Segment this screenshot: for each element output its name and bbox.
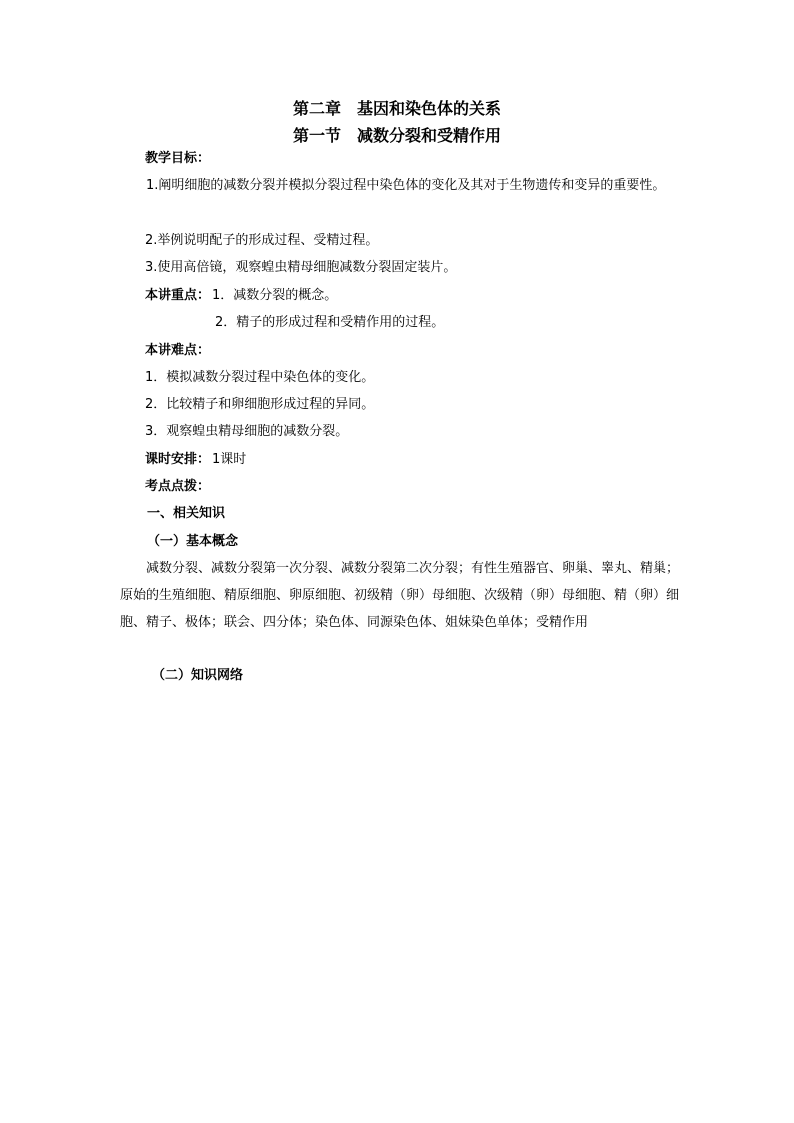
basic-concepts-heading: （一）基本概念 <box>147 534 239 549</box>
basic-concepts-text: 减数分裂、减数分裂第一次分裂、减数分裂第二次分裂；有性生殖器官、卵巢、睾丸、精巢；原始的生殖细胞、精原细胞、卵原细胞、初级精（卵）母细胞、次级精（卵）母细胞、精（卵）细胞、精子、极体；联会、四分体；染色体、同源染色体、姐妹染色单体；受精作用 <box>120 561 680 630</box>
schedule-value: 1课时 <box>212 452 247 467</box>
difficult-point-item-1: 1．模拟减数分裂过程中染色体的变化。 <box>145 370 375 385</box>
key-points-heading: 本讲重点： <box>145 288 211 303</box>
schedule-heading: 课时安排： <box>145 452 211 467</box>
key-point-item-2: 2．精子的形成过程和受精作用的过程。 <box>215 315 445 330</box>
section-title: 第一节 减数分裂和受精作用 <box>292 126 501 145</box>
difficult-points-heading: 本讲难点： <box>145 343 211 358</box>
difficult-point-item-3: 3．观察蝗虫精母细胞的减数分裂。 <box>145 424 349 439</box>
objectives-heading: 教学目标： <box>145 151 211 166</box>
objective-item-2: 2.举例说明配子的形成过程、受精过程。 <box>145 233 379 248</box>
exam-points-heading: 考点点拨： <box>145 479 211 494</box>
chapter-title: 第二章 基因和染色体的关系 <box>292 99 501 118</box>
difficult-point-item-2: 2．比较精子和卵细胞形成过程的异同。 <box>145 397 375 412</box>
objective-item-3: 3.使用高倍镜，观察蝗虫精母细胞减数分裂固定装片。 <box>145 260 457 275</box>
key-point-item-1: 1．减数分裂的概念。 <box>212 288 338 303</box>
knowledge-network-heading: （二）知识网络 <box>152 668 244 683</box>
objective-item-1: 1.阐明细胞的减数分裂并模拟分裂过程中染色体的变化及其对于生物遗传和变异的重要性。 <box>146 178 666 193</box>
related-knowledge-heading: 一、相关知识 <box>147 506 226 521</box>
